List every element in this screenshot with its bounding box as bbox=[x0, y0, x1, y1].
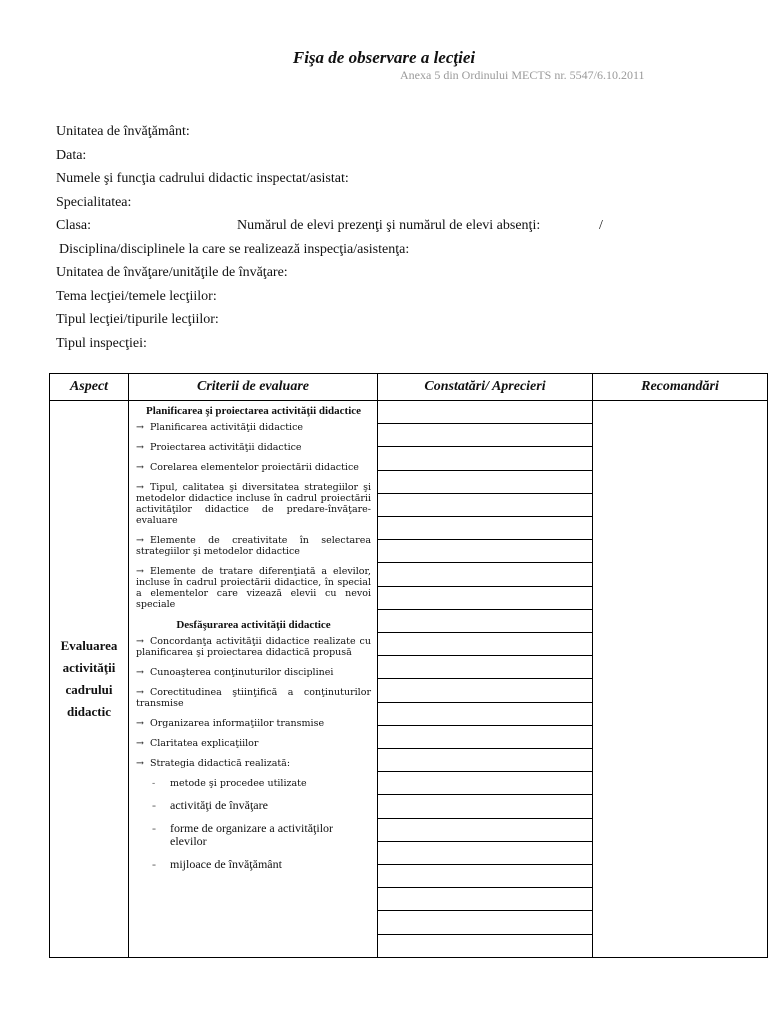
constatare-line[interactable] bbox=[378, 540, 592, 563]
criterion-item bbox=[136, 758, 371, 769]
constatare-line[interactable] bbox=[378, 587, 592, 610]
form-fields bbox=[56, 120, 736, 355]
arrow-icon: → bbox=[136, 422, 144, 433]
aspect-line: Evaluarea bbox=[60, 638, 118, 653]
field-tipul-lectiei[interactable]: Tipul lecţiei/tipurile lecţiilor: bbox=[56, 312, 219, 327]
arrow-icon: → bbox=[136, 442, 144, 453]
criterion-text: Cunoaşterea conţinuturilor disciplinei bbox=[149, 667, 334, 678]
constatare-line[interactable] bbox=[378, 865, 592, 888]
aspect-line: didactic bbox=[66, 704, 112, 719]
constatare-line[interactable] bbox=[378, 703, 592, 726]
strategy-subitem bbox=[136, 822, 371, 848]
field-specialitatea[interactable]: Specialitatea: bbox=[56, 194, 132, 210]
criterion-item bbox=[136, 636, 371, 658]
aspect-cell bbox=[50, 401, 129, 958]
table-header-row bbox=[50, 374, 768, 401]
criterion-text: Organizarea informaţiilor transmise bbox=[149, 718, 325, 729]
criterion-text: Elemente de creativitate în selectarea strategiilor şi metodelor didactice bbox=[136, 535, 371, 557]
field-numar-elevi[interactable]: Numărul de elevi prezenţi şi numărul de elevi absenţi: bbox=[237, 218, 541, 233]
arrow-icon: → bbox=[136, 667, 144, 678]
criterion-item bbox=[136, 422, 371, 433]
field-clasa-row bbox=[56, 214, 736, 238]
criterion-text: Elemente de tratare diferenţiată a elevilor, incluse în cadrul proiectării didactice, în special a elementelor care vizează elevii cu nevoi speciale bbox=[136, 566, 371, 610]
observation-table bbox=[49, 373, 768, 958]
arrow-icon: → bbox=[136, 758, 144, 769]
constatare-line[interactable] bbox=[378, 935, 592, 957]
criterion-item bbox=[136, 462, 371, 473]
constatare-line[interactable] bbox=[378, 656, 592, 679]
arrow-icon: → bbox=[136, 535, 144, 546]
constatare-line[interactable] bbox=[378, 795, 592, 818]
constatare-line[interactable] bbox=[378, 772, 592, 795]
field-tema[interactable]: Tema lecţiei/temele lecţiilor: bbox=[56, 288, 217, 304]
header-constatari: Constatări/ Aprecieri bbox=[378, 374, 593, 401]
arrow-icon: → bbox=[136, 687, 144, 698]
section-title-desfasurare: Desfăşurarea activităţii didactice bbox=[176, 619, 331, 631]
field-slash: / bbox=[599, 218, 603, 233]
criterion-item bbox=[136, 566, 371, 610]
aspect-line: cadrului bbox=[65, 682, 113, 697]
field-disciplina[interactable]: Disciplina/disciplinele la care se realizează inspecţia/asistenţa: bbox=[59, 241, 410, 257]
arrow-icon: → bbox=[136, 636, 144, 647]
arrow-icon: → bbox=[136, 462, 144, 473]
subitem-text: mijloace de învăţământ bbox=[170, 857, 282, 871]
strategy-subitem bbox=[136, 799, 371, 812]
document-title: Fişa de observare a lecţiei bbox=[292, 48, 476, 67]
header-recomandari: Recomandări bbox=[593, 374, 768, 401]
criterion-text: Corelarea elementelor proiectării didactice bbox=[149, 462, 359, 473]
constatare-line[interactable] bbox=[378, 633, 592, 656]
field-numele[interactable]: Numele şi funcţia cadrului didactic inspectat/asistat: bbox=[56, 171, 349, 186]
field-tipul-inspectiei[interactable]: Tipul inspecţiei: bbox=[56, 335, 147, 351]
strategy-subitem bbox=[136, 778, 371, 789]
criterion-item bbox=[136, 718, 371, 729]
header-aspect: Aspect bbox=[50, 374, 129, 401]
field-data[interactable]: Data: bbox=[56, 147, 87, 163]
subitem-text: forme de organizare a activităţilor elevilor bbox=[170, 821, 334, 848]
arrow-icon: → bbox=[136, 566, 144, 577]
constatare-line[interactable] bbox=[378, 563, 592, 586]
criterion-text: Strategia didactică realizată: bbox=[149, 758, 291, 769]
arrow-icon: → bbox=[136, 738, 144, 749]
criterion-item bbox=[136, 687, 371, 709]
constatare-line[interactable] bbox=[378, 424, 592, 447]
constatare-line[interactable] bbox=[378, 726, 592, 749]
criterion-item bbox=[136, 482, 371, 526]
subitem-text: activităţi de învăţare bbox=[170, 798, 268, 812]
criterion-text: Proiectarea activităţii didactice bbox=[149, 442, 302, 453]
criterion-item bbox=[136, 667, 371, 678]
arrow-icon: → bbox=[136, 718, 144, 729]
constatare-line[interactable] bbox=[378, 749, 592, 772]
dash-icon: - bbox=[152, 798, 156, 812]
constatare-line[interactable] bbox=[378, 610, 592, 633]
constatare-line[interactable] bbox=[378, 447, 592, 470]
constatare-line[interactable] bbox=[378, 842, 592, 865]
dash-icon: - bbox=[152, 778, 156, 789]
constatari-lines bbox=[378, 401, 592, 957]
strategy-subitem bbox=[136, 858, 371, 871]
field-unitatea[interactable]: Unitatea de învăţământ: bbox=[56, 124, 190, 139]
table-body-row bbox=[50, 401, 768, 958]
criteria-cell bbox=[129, 401, 378, 958]
field-unitatea-invatare[interactable]: Unitatea de învăţare/unităţile de învăţare: bbox=[56, 265, 288, 280]
constatare-line[interactable] bbox=[378, 679, 592, 702]
criterion-text: Planificarea activităţii didactice bbox=[149, 422, 304, 433]
constatare-line[interactable] bbox=[378, 888, 592, 911]
field-clasa[interactable]: Clasa: bbox=[56, 218, 91, 233]
dash-icon: - bbox=[152, 821, 156, 835]
dash-icon: - bbox=[152, 857, 156, 871]
section-title-planificare: Planificarea şi proiectarea activităţii didactice bbox=[145, 405, 362, 417]
criterion-text: Concordanţa activităţii didactice realizate cu planificarea şi proiectarea didactică propusă bbox=[136, 636, 371, 658]
criterion-text: Corectitudinea ştiinţifică a conţinuturilor transmise bbox=[136, 687, 371, 709]
arrow-icon: → bbox=[136, 482, 144, 493]
constatare-line[interactable] bbox=[378, 494, 592, 517]
aspect-line: activităţii bbox=[62, 660, 116, 675]
constatari-cell bbox=[378, 401, 593, 958]
constatare-line[interactable] bbox=[378, 819, 592, 842]
recomandari-cell[interactable] bbox=[593, 401, 768, 958]
criterion-item bbox=[136, 738, 371, 749]
constatare-line[interactable] bbox=[378, 401, 592, 424]
header-criterii: Criterii de evaluare bbox=[129, 374, 378, 401]
annex-reference: Anexa 5 din Ordinului MECTS nr. 5547/6.10.2011 bbox=[400, 68, 645, 82]
constatare-line[interactable] bbox=[378, 517, 592, 540]
constatare-line[interactable] bbox=[378, 471, 592, 494]
subitem-text: metode şi procedee utilizate bbox=[170, 778, 307, 789]
criterion-item bbox=[136, 442, 371, 453]
constatare-line[interactable] bbox=[378, 911, 592, 934]
criterion-item bbox=[136, 535, 371, 557]
criterion-text: Claritatea explicaţiilor bbox=[149, 738, 259, 749]
criterion-text: Tipul, calitatea şi diversitatea strategiilor şi metodelor didactice incluse în cadrul proiectării activităţilor didactice de predare-învăţare-evaluare bbox=[136, 482, 371, 526]
